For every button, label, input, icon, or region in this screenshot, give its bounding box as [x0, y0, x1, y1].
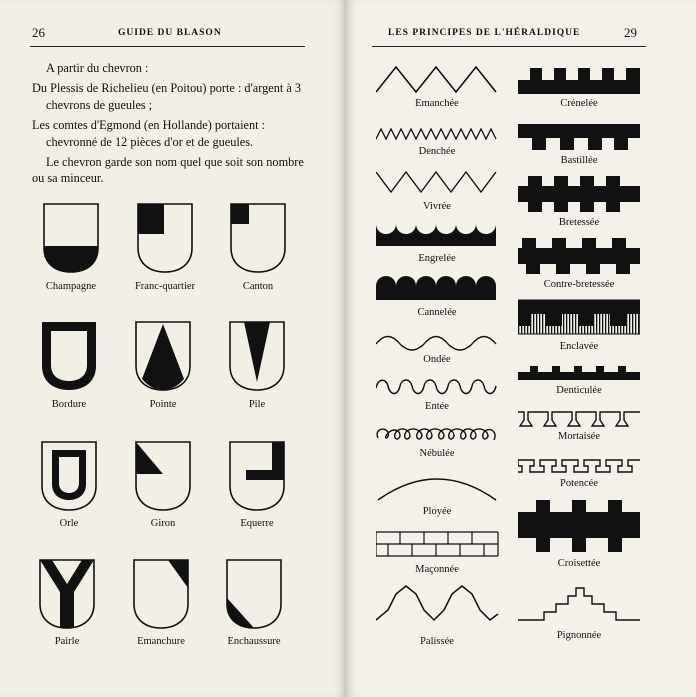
line-label: Pignonnée [556, 630, 602, 641]
emanchure-shield-icon [132, 558, 190, 630]
header-rule [30, 46, 305, 47]
line-label: Emanchée [415, 98, 459, 109]
line-label: Ondée [423, 354, 451, 365]
ployee-line-icon [376, 470, 498, 502]
canton-shield-icon [229, 202, 287, 274]
running-head: GUIDE DU BLASON [118, 28, 222, 38]
denticulee-line-icon [518, 364, 640, 382]
line-label: Denticulée [556, 385, 602, 396]
emanchee-line-icon [376, 64, 498, 94]
ondee-line-icon [376, 332, 498, 352]
denchee-line-icon [376, 126, 498, 142]
palissee-line-icon [376, 584, 500, 624]
croisettee-line-icon [518, 498, 640, 554]
paragraph: A partir du chevron : [46, 61, 149, 75]
contre-bretessee-line-icon [518, 236, 640, 276]
line-label: Nébulée [419, 448, 455, 459]
enclavee-line-icon [518, 298, 640, 336]
franc-quartier-shield-icon [136, 202, 194, 274]
right-page [346, 0, 696, 697]
pile-shield-icon [228, 320, 286, 392]
giron-shield-icon [134, 440, 192, 512]
crenelee-line-icon [518, 66, 640, 94]
page-number: 26 [32, 25, 45, 40]
bordure-shield-icon [40, 320, 98, 392]
enchaussure-shield-icon [225, 558, 283, 630]
paragraph: Du Plessis de Richelieu (en Poitou) porte : d'argent à 3 chevrons de gueules ; [32, 81, 302, 112]
body-text [32, 60, 304, 191]
line-label: Potencée [560, 478, 598, 489]
shield-label: Pile [248, 399, 266, 410]
shield-label: Bordure [51, 399, 87, 410]
shield-label: Pairle [54, 636, 80, 647]
line-label: Mortaisée [558, 431, 600, 442]
line-label: Vivrée [423, 201, 451, 212]
maconnee-line-icon [376, 530, 500, 558]
line-label: Denchée [418, 146, 456, 157]
entee-line-icon [376, 376, 498, 398]
shield-label: Champagne [45, 281, 97, 292]
header-rule [372, 46, 646, 47]
pairle-shield-icon [38, 558, 96, 630]
shield-label: Enchaussure [227, 636, 281, 647]
line-label: Crénelée [560, 98, 598, 109]
shield-label: Pointe [149, 399, 177, 410]
line-label: Engrelée [418, 253, 456, 264]
champagne-shield-icon [42, 202, 100, 274]
bretessee-line-icon [518, 174, 640, 214]
line-label: Enclavée [559, 341, 599, 352]
nebulee-line-icon [376, 424, 498, 446]
shield-label: Equerre [240, 518, 274, 529]
potencee-line-icon [518, 456, 640, 476]
line-label: Croisettée [557, 558, 601, 569]
line-label: Cannelée [417, 307, 457, 318]
pignonnee-line-icon [518, 584, 640, 624]
running-head: LES PRINCIPES DE L'HÉRALDIQUE [388, 28, 581, 38]
engrelee-line-icon [376, 222, 498, 248]
paragraph: Le chevron garde son nom quel que soit son nombre ou sa minceur. [32, 155, 304, 186]
orle-shield-icon [40, 440, 98, 512]
bastillee-line-icon [518, 122, 640, 152]
cannelee-line-icon [376, 274, 498, 302]
vivree-line-icon [376, 168, 498, 196]
line-label: Entée [425, 401, 449, 412]
shield-label: Giron [150, 518, 176, 529]
line-label: Contre-bretessée [543, 279, 615, 290]
shield-label: Emanchure [137, 636, 185, 647]
line-label: Ployée [422, 506, 452, 517]
shield-label: Canton [242, 281, 274, 292]
shield-label: Orle [59, 518, 79, 529]
line-label: Bretessée [558, 217, 600, 228]
mortaisee-line-icon [518, 408, 640, 428]
equerre-shield-icon [228, 440, 286, 512]
left-page [0, 0, 346, 697]
line-label: Bastillée [560, 155, 598, 166]
line-label: Palissée [420, 636, 454, 647]
pointe-shield-icon [134, 320, 192, 392]
page-number: 29 [624, 25, 637, 40]
shield-label: Franc-quartier [134, 281, 196, 292]
line-label: Maçonnée [415, 564, 459, 575]
paragraph: Les comtes d'Egmond (en Hollande) portaient : chevronné de 12 pièces d'or et de gueules. [32, 118, 266, 149]
